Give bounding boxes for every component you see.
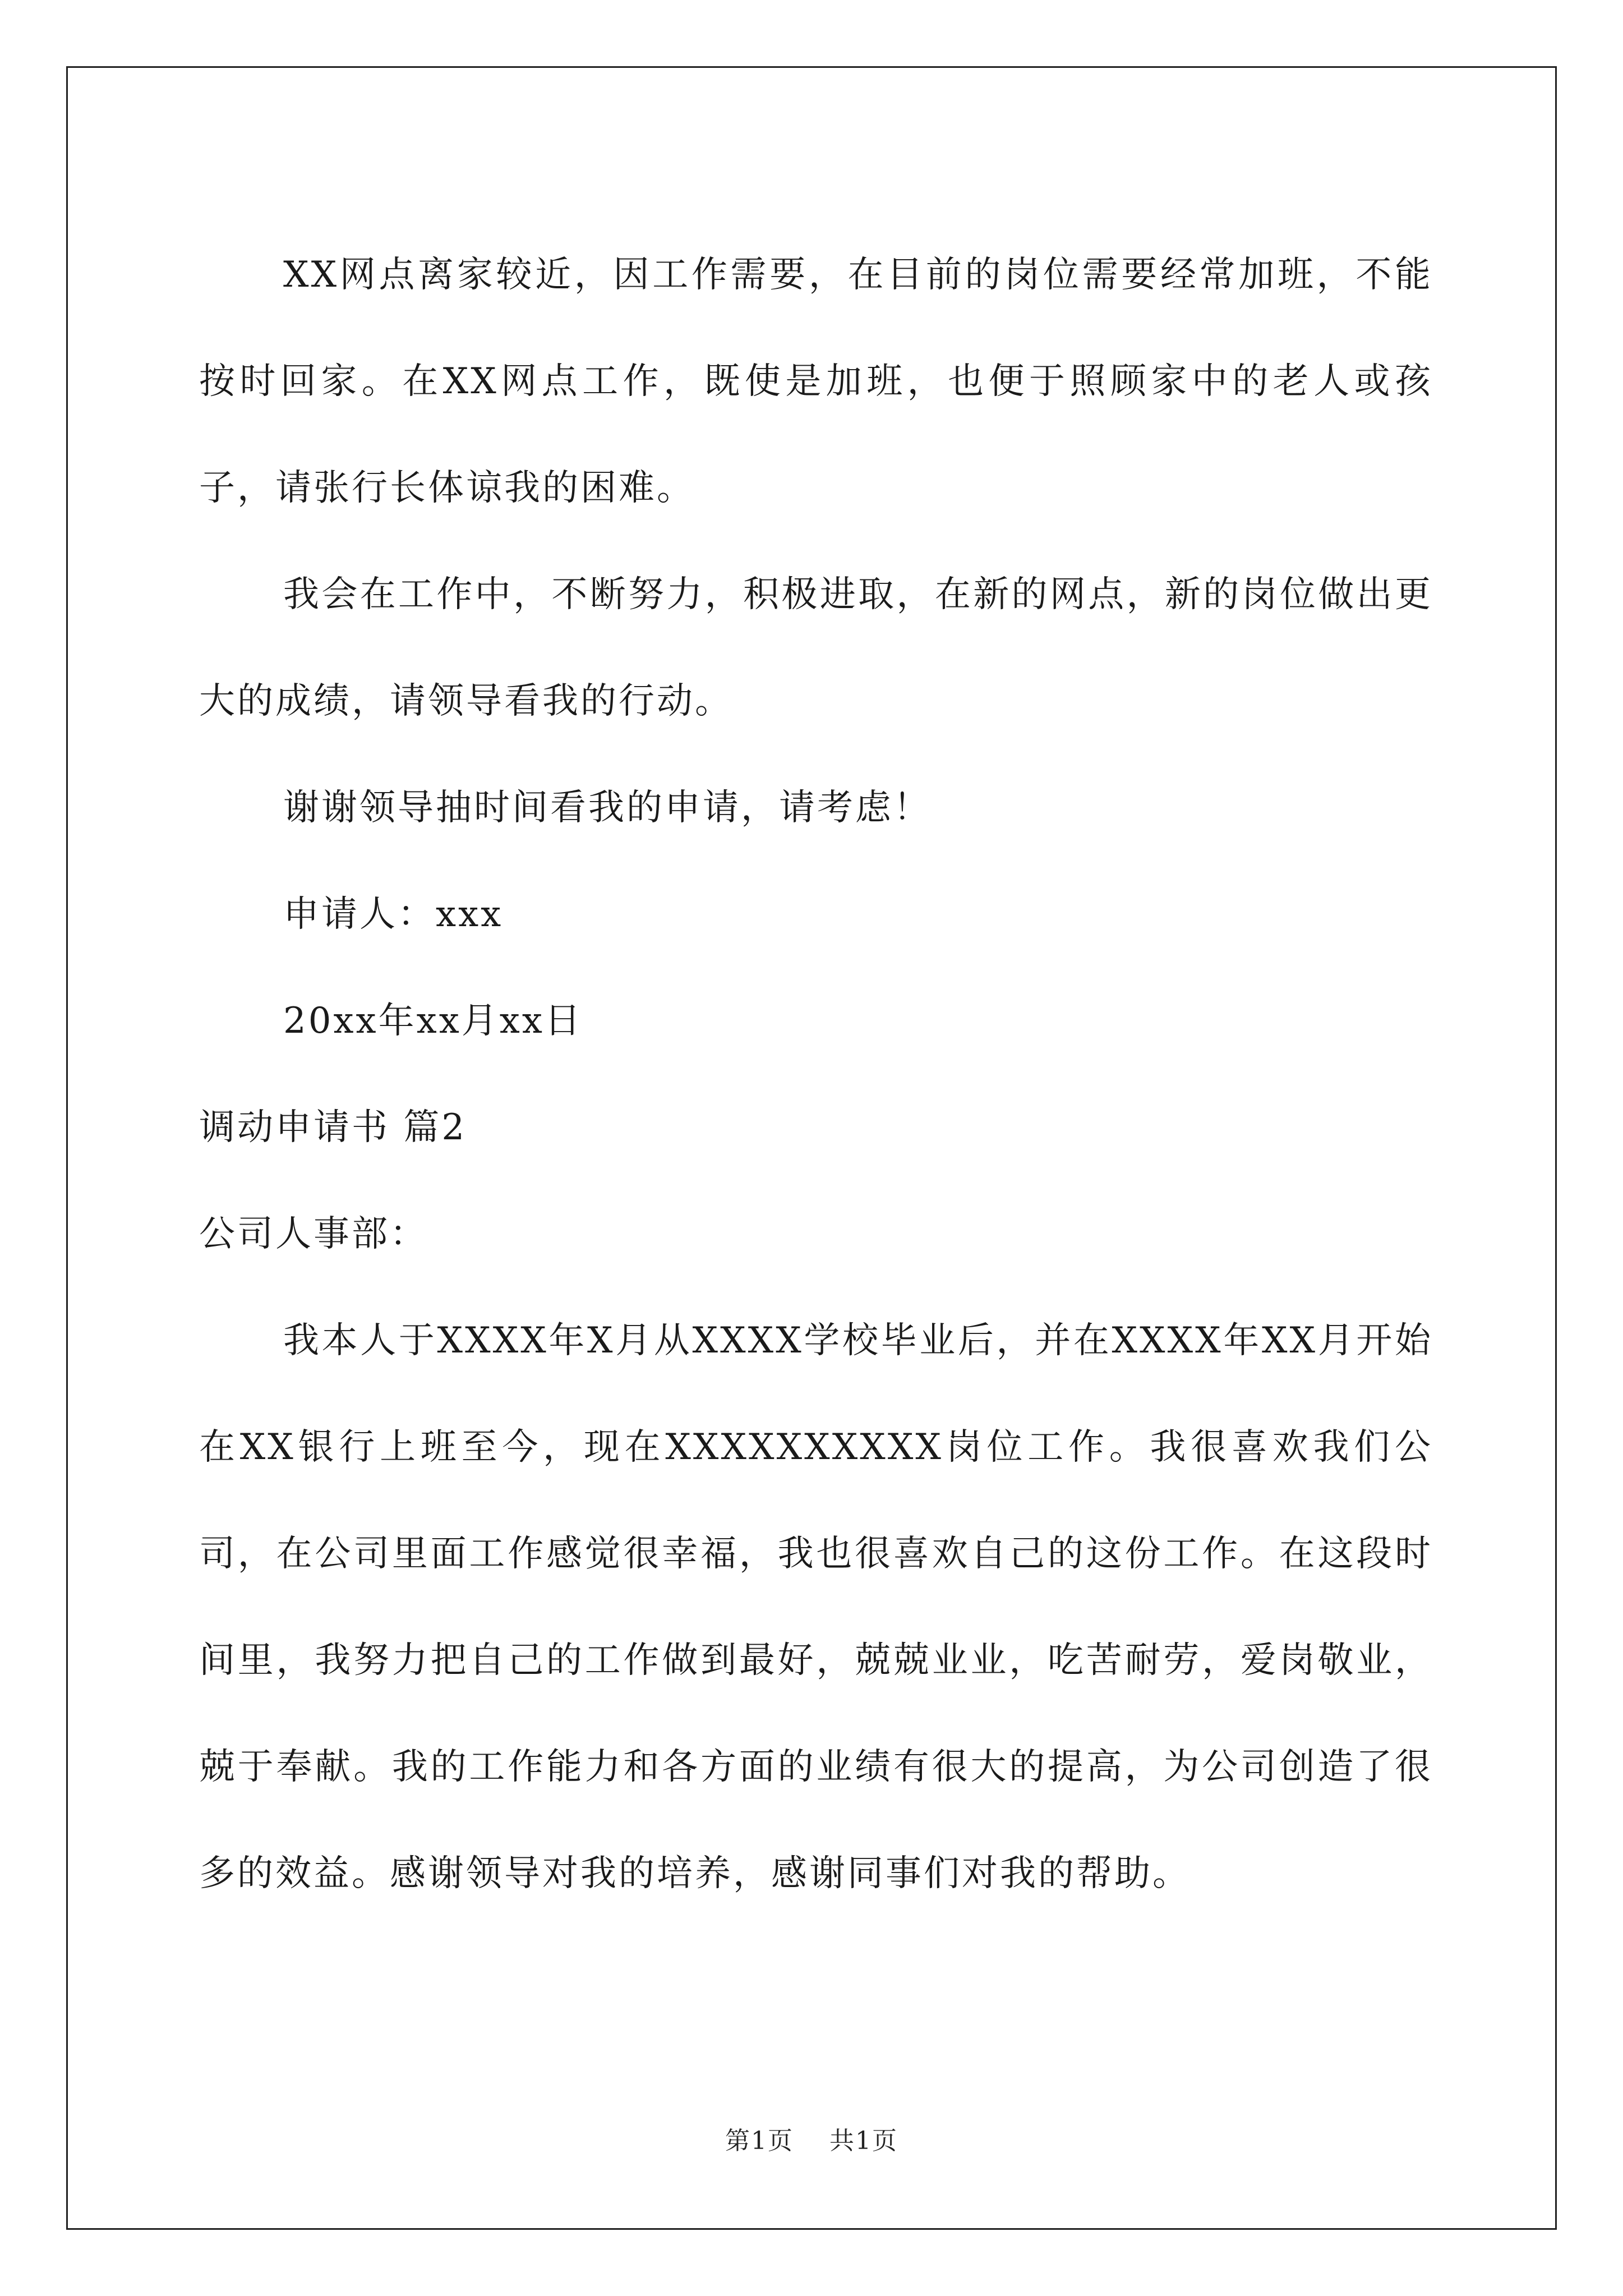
page-footer — [0, 2120, 1623, 2156]
paragraph-3: 谢谢领导抽时间看我的申请，请考虑！ — [283, 787, 932, 829]
document-body — [199, 222, 1433, 1927]
date-line: 20xx年xx月xx日 — [283, 1000, 583, 1042]
paragraph-2: 我会在工作中，不断努力，积极进取，在新的网点，新的岗位做出更大的成绩，请领导看我的行动。 — [199, 574, 1433, 722]
paragraph-6: 我本人于XXXX年X月从XXXX学校毕业后，并在XXXX年XX月开始在XX银行上班至今，现在XXXXXXXXXX岗位工作。我很喜欢我们公司，在公司里面工作感觉很幸福，我也很喜欢自己的这份工作。在这段时间里，我努力把自己的工作做到最好，兢兢业业，吃苦耐劳，爱岗敬业，兢于奉献。我的工作能力和各方面的业绩有很大的提高，为公司创造了很多的效益。感谢领导对我的培养，感谢同事们对我的帮助。 — [199, 1320, 1433, 1894]
section-title: 调动申请书 篇2 — [199, 1107, 467, 1148]
paragraph-1: XX网点离家较近，因工作需要，在目前的岗位需要经常加班，不能按时回家。在XX网点工作，既使是加班，也便于照顾家中的老人或孩子，请张行长体谅我的困难。 — [199, 254, 1433, 509]
recipient-line: 公司人事部： — [199, 1213, 428, 1255]
applicant-line: 申请人：xxx — [283, 894, 504, 935]
page-total: 共1页 — [829, 2127, 898, 2155]
page-number: 第1页 — [725, 2127, 794, 2155]
